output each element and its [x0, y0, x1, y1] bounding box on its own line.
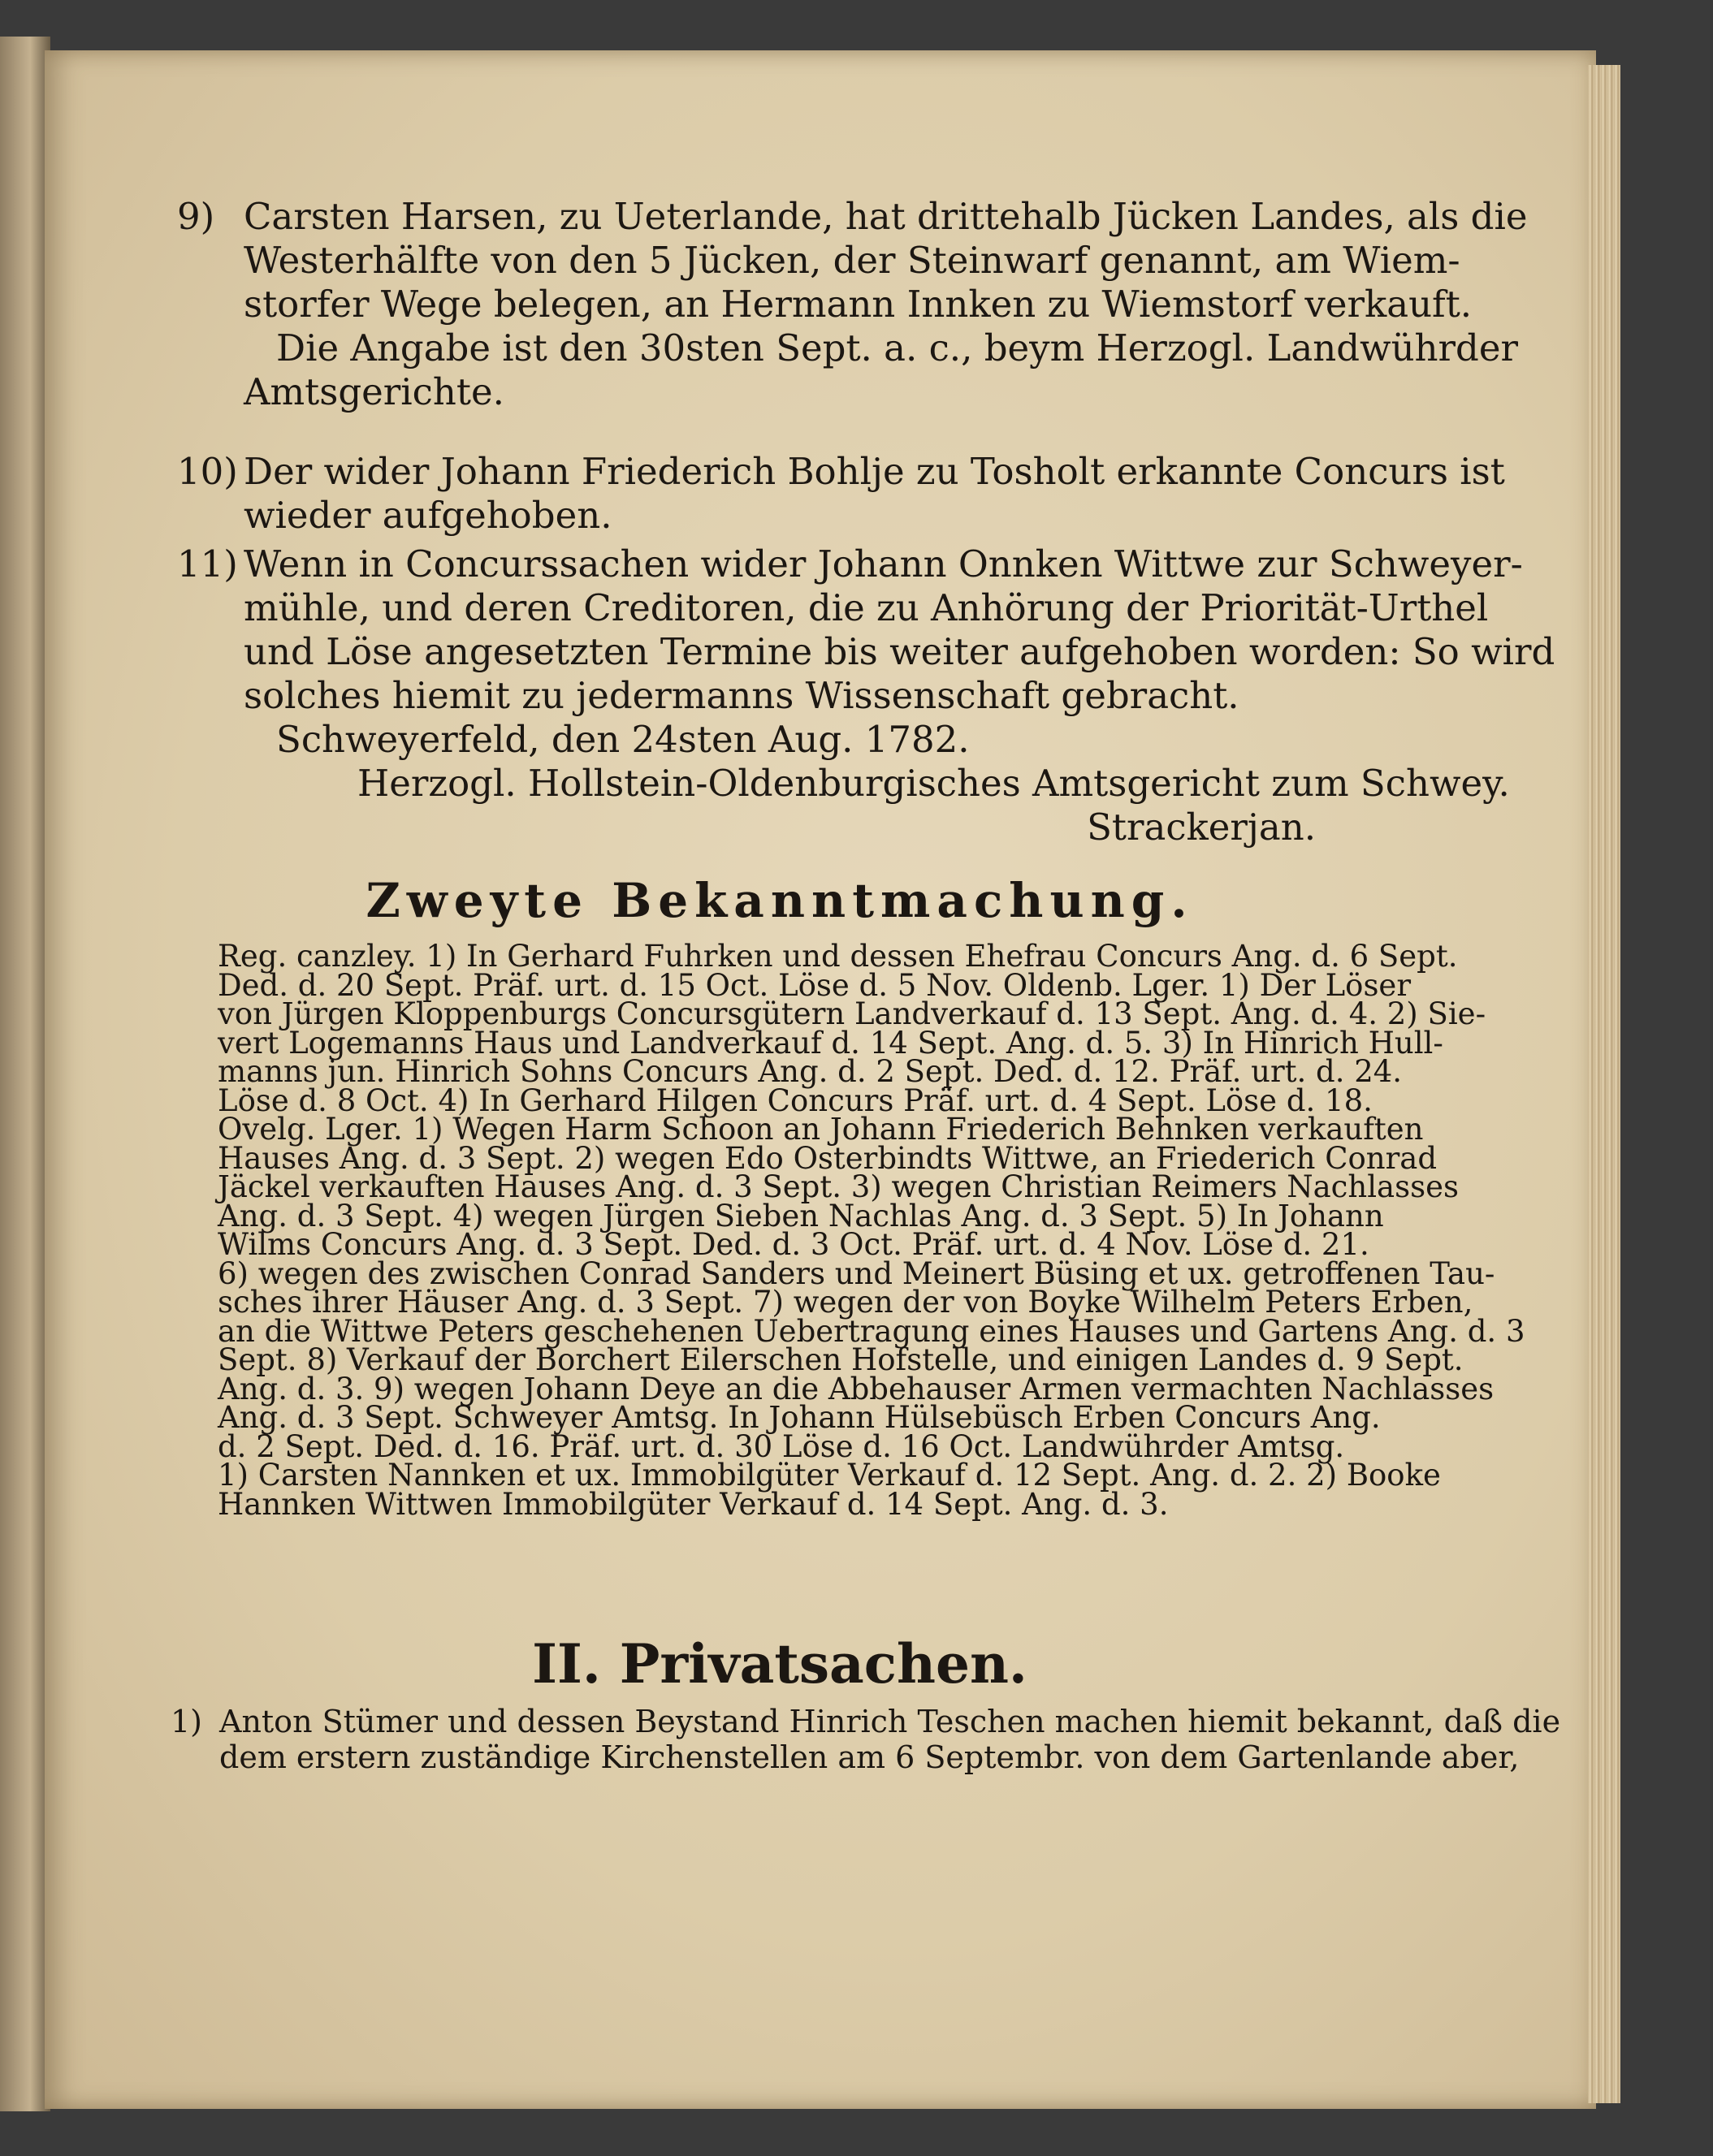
entry-line: Der wider Johann Friederich Bohlje zu Tosholt erkannte Concurs ist [244, 450, 1505, 493]
second-notice-body [218, 939, 1525, 1522]
notice-line: Hauses Ang. d. 3 Sept. 2) wegen Edo Osterbindts Wittwe, an Friederich Conrad [218, 1140, 1438, 1176]
notice-line: Sept. 8) Verkauf der Borchert Eilerschen Hofstelle, und einigen Landes d. 9 Sept. [218, 1342, 1464, 1377]
notice-line: Reg. canzley. 1) In Gerhard Fuhrken und dessen Ehefrau Concurs Ang. d. 6 Sept. [218, 939, 1458, 974]
notice-line: sches ihrer Häuser Ang. d. 3 Sept. 7) wegen der von Boyke Wilhelm Peters Erben, [218, 1285, 1473, 1320]
notice-line: vert Logemanns Haus und Landverkauf d. 14 Sept. Ang. d. 5. 3) In Hinrich Hull- [218, 1025, 1443, 1061]
notice-line: Ang. d. 3 Sept. 4) wegen Jürgen Sieben Nachlas Ang. d. 3 Sept. 5) In Johann [218, 1198, 1384, 1234]
notice-line: d. 2 Sept. Ded. d. 16. Präf. urt. d. 30 Löse d. 16 Oct. Landwührder Amtsg. [218, 1428, 1345, 1464]
entry-line: Anton Stümer und dessen Beystand Hinrich Teschen machen hiemit bekannt, daß die [219, 1704, 1561, 1739]
notice-line: manns jun. Hinrich Sohns Concurs Ang. d. 2 Sept. Ded. d. 12. Präf. urt. d. 24. [218, 1054, 1403, 1089]
page-block-edge [1588, 65, 1620, 2103]
entry-line: und Löse angesetzten Termine bis weiter aufgehoben worden: So wird [244, 630, 1555, 673]
entry-line: mühle, und deren Creditoren, die zu Anhörung der Priorität-Urthel [244, 586, 1489, 629]
signature: Strackerjan. [1087, 806, 1316, 849]
entry-number: 1) [171, 1704, 203, 1739]
entry-line: Westerhälfte von den 5 Jücken, der Steinwarf genannt, am Wiem- [244, 239, 1460, 282]
facing-page-edge [0, 37, 50, 2111]
entry-line: storfer Wege belegen, an Hermann Innken zu Wiemstorf verkauft. [244, 283, 1473, 326]
notice-line: 6) wegen des zwischen Conrad Sanders und Meinert Büsing et ux. getroffenen Tau- [218, 1255, 1495, 1291]
notice-line: 1) Carsten Nannken et ux. Immobilgüter Verkauf d. 12 Sept. Ang. d. 2. 2) Booke [218, 1458, 1441, 1493]
notice-line: Löse d. 8 Oct. 4) In Gerhard Hilgen Concurs Präf. urt. d. 4 Sept. Löse d. 18. [218, 1082, 1373, 1118]
entry-line: dem erstern zuständige Kirchenstellen am 6 Septembr. von dem Gartenlande aber, [219, 1739, 1520, 1775]
entry-line: Wenn in Concurssachen wider Johann Onnken Wittwe zur Schweyer- [244, 542, 1523, 585]
entry-number: 11) [177, 542, 238, 585]
entry-line: Die Angabe ist den 30sten Sept. a. c., beym Herzogl. Landwührder [276, 326, 1518, 369]
notice-line: Wilms Concurs Ang. d. 3 Sept. Ded. d. 3 Oct. Präf. urt. d. 4 Nov. Löse d. 21. [218, 1227, 1369, 1262]
notice-line: Ang. d. 3 Sept. Schweyer Amtsg. In Johann Hülsebüsch Erben Concurs Ang. [218, 1400, 1381, 1435]
notice-line: Ded. d. 20 Sept. Präf. urt. d. 15 Oct. Löse d. 5 Nov. Oldenb. Lger. 1) Der Löser [218, 967, 1412, 1003]
entry-number: 10) [177, 450, 238, 493]
entry-number: 9) [177, 195, 215, 238]
entry-line: wieder aufgehoben. [244, 494, 612, 537]
notice-line: Ovelg. Lger. 1) Wegen Harm Schoon an Johann Friederich Behnken verkauften [218, 1112, 1424, 1147]
notice-line: Jäckel verkauften Hauses Ang. d. 3 Sept. 3) wegen Christian Reimers Nachlasses [218, 1169, 1459, 1204]
place-date: Schweyerfeld, den 24sten Aug. 1782. [276, 718, 970, 761]
notice-entry-10 [177, 450, 1505, 538]
issuing-authority: Herzogl. Hollstein-Oldenburgisches Amtsgericht zum Schwey. [357, 762, 1510, 805]
notice-line: von Jürgen Kloppenburgs Concursgütern Landverkauf d. 13 Sept. Ang. d. 4. 2) Sie- [218, 996, 1486, 1031]
section-heading-second-notice: Zweyte Bekanntmachung. [366, 873, 1194, 928]
notice-line: an die Wittwe Peters geschehenen Uebertragung eines Hauses und Gartens Ang. d. 3 [218, 1313, 1525, 1349]
notice-line: Hannken Wittwen Immobilgüter Verkauf d. 14 Sept. Ang. d. 3. [218, 1486, 1169, 1522]
notice-line: Ang. d. 3. 9) wegen Johann Deye an die Abbehauser Armen vermachten Nachlasses [218, 1371, 1495, 1406]
notice-entry-11 [177, 542, 1555, 849]
section-heading-private-matters: II. Privatsachen. [532, 1632, 1027, 1696]
entry-line: Carsten Harsen, zu Ueterlande, hat drittehalb Jücken Landes, als die [244, 195, 1528, 238]
entry-line: solches hiemit zu jedermanns Wissenschaft gebracht. [244, 674, 1239, 717]
entry-line: Amtsgerichte. [244, 370, 504, 413]
notice-entry-9 [177, 195, 1528, 414]
private-entry-1 [171, 1704, 1561, 1775]
